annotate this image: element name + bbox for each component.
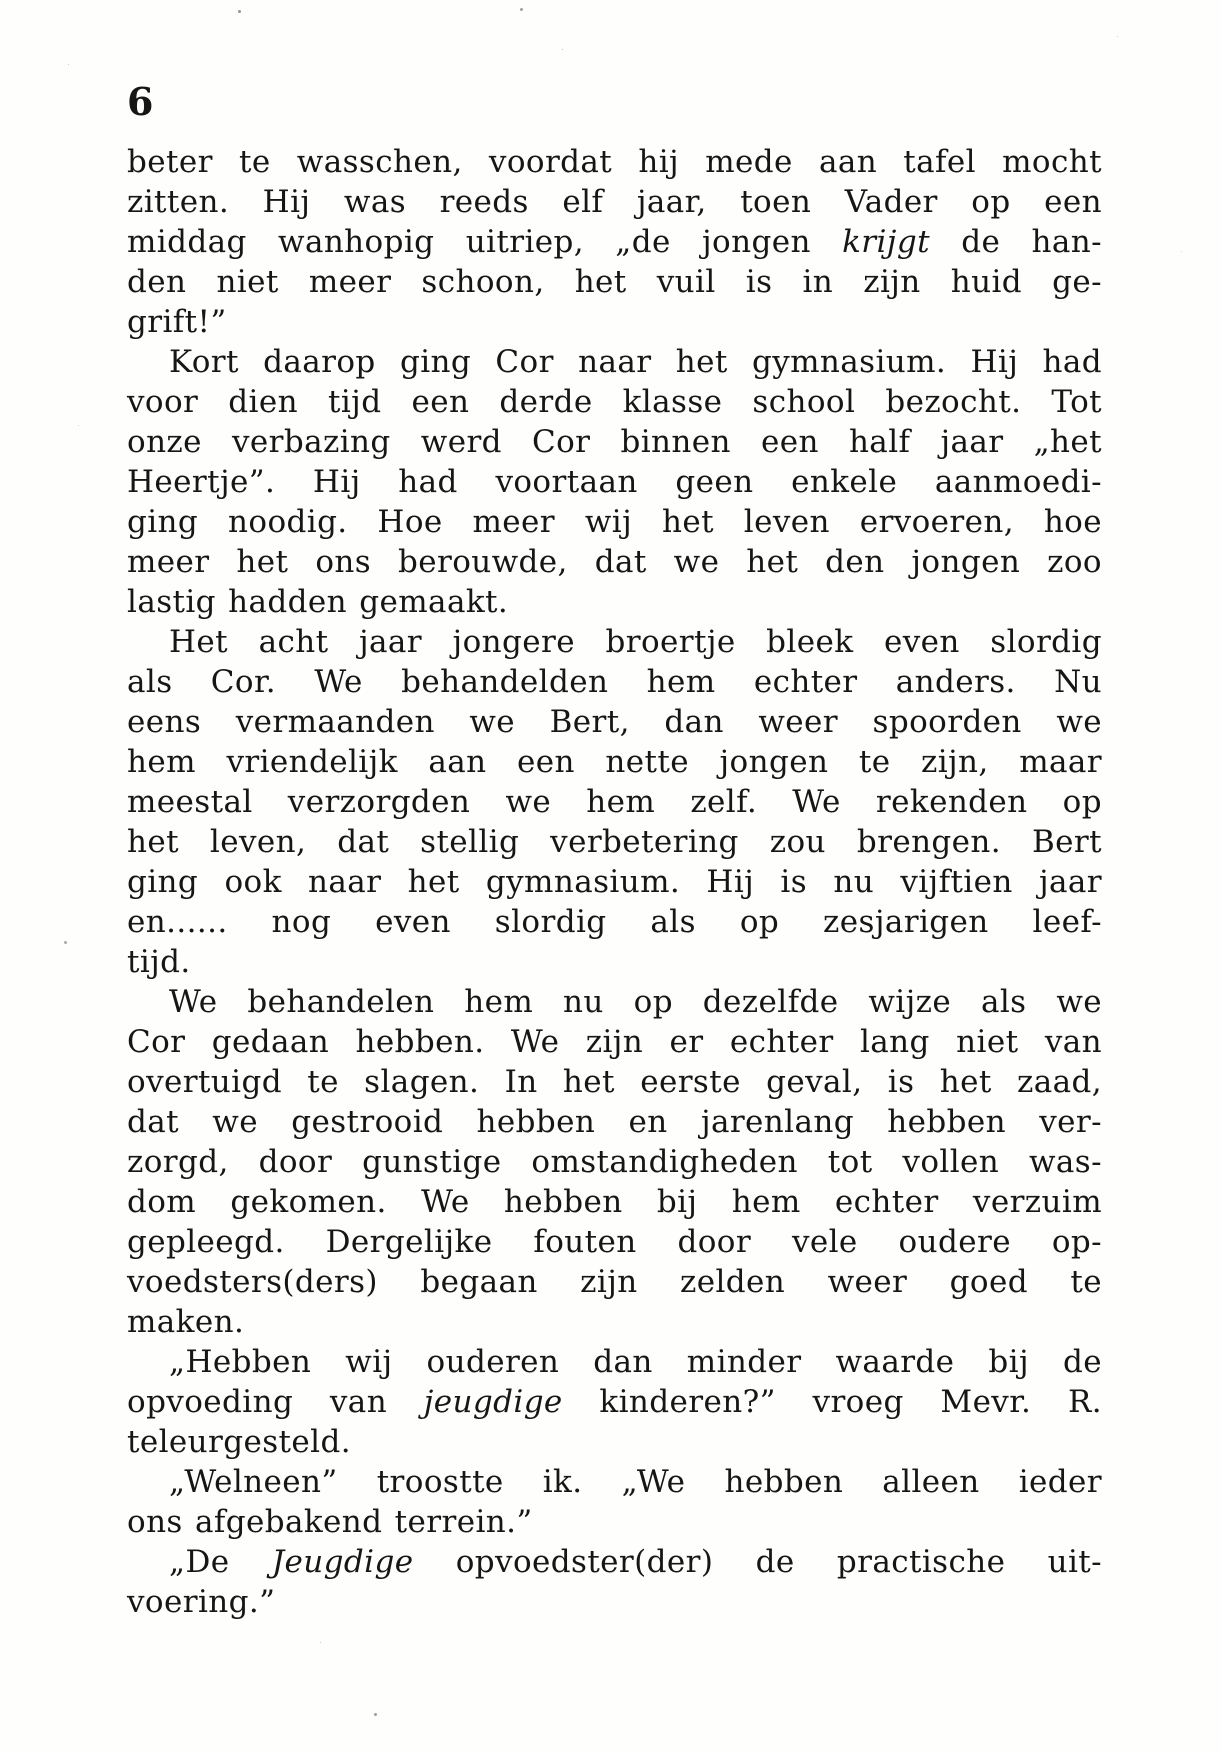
text-line: [127, 582, 1102, 622]
italic-text: Jeugdige: [271, 1544, 414, 1580]
text-segment: middag wanhopig uitriep, „de jongen: [127, 224, 843, 260]
text-line: [127, 1102, 1102, 1142]
text-segment: Cor gedaan hebben. We zijn er echter lang niet van: [127, 1024, 1102, 1060]
text-line: [127, 422, 1102, 462]
text-segment: We behandelen hem nu op dezelfde wijze als we: [169, 984, 1102, 1020]
text-segment: voor dien tijd een derde klasse school bezocht. Tot: [127, 384, 1102, 420]
text-line: [127, 1462, 1102, 1502]
text-segment: teleurgesteld.: [127, 1424, 351, 1460]
text-line: [127, 982, 1102, 1022]
text-segment: ons afgebakend terrein.”: [127, 1504, 533, 1540]
text-line: [127, 782, 1102, 822]
text-line: [127, 502, 1102, 542]
text-line: [127, 382, 1102, 422]
text-line: [127, 542, 1102, 582]
text-segment: Kort daarop ging Cor naar het gymnasium. Hij had: [169, 344, 1102, 380]
text-segment: „Hebben wij ouderen dan minder waarde bij de: [169, 1344, 1102, 1380]
text-line: [127, 142, 1102, 182]
text-segment: de han-: [929, 224, 1102, 260]
text-segment: maken.: [127, 1304, 245, 1340]
text-line: [127, 1502, 1102, 1542]
text-line: [127, 1062, 1102, 1102]
text-segment: den niet meer schoon, het vuil is in zijn huid ge-: [127, 264, 1102, 300]
text-line: [127, 1382, 1102, 1422]
text-line: [127, 182, 1102, 222]
text-block: [127, 142, 1102, 1622]
text-segment: zorgd, door gunstige omstandigheden tot vollen was-: [127, 1144, 1102, 1180]
page-content: [127, 79, 1102, 1622]
text-line: [127, 1422, 1102, 1462]
text-line: [127, 302, 1102, 342]
text-segment: dat we gestrooid hebben en jarenlang hebben ver-: [127, 1104, 1102, 1140]
page-number: 6: [127, 79, 155, 124]
text-line: [127, 1182, 1102, 1222]
text-line: [127, 1262, 1102, 1302]
text-line: [127, 1342, 1102, 1382]
text-segment: ging noodig. Hoe meer wij het leven ervoeren, hoe: [127, 504, 1102, 540]
text-segment: voering.”: [127, 1584, 276, 1620]
italic-text: jeugdige: [423, 1384, 563, 1420]
text-line: [127, 1542, 1102, 1582]
text-line: [127, 742, 1102, 782]
text-segment: „Welneen” troostte ik. „We hebben alleen ieder: [169, 1464, 1102, 1500]
text-segment: kinderen?” vroeg Mevr. R.: [562, 1384, 1102, 1420]
text-segment: en...... nog even slordig als op zesjarigen leef-: [127, 904, 1102, 940]
text-line: [127, 1582, 1102, 1622]
text-line: [127, 942, 1102, 982]
scan-artifact: [238, 10, 241, 13]
text-line: [127, 662, 1102, 702]
text-segment: meestal verzorgden we hem zelf. We rekenden op: [127, 784, 1102, 820]
text-segment: overtuigd te slagen. In het eerste geval, is het zaad,: [127, 1064, 1102, 1100]
text-segment: eens vermaanden we Bert, dan weer spoorden we: [127, 704, 1102, 740]
text-segment: grift!”: [127, 304, 227, 340]
text-line: [127, 262, 1102, 302]
text-segment: opvoedster(der) de practische uit-: [413, 1544, 1102, 1580]
text-segment: Heertje”. Hij had voortaan geen enkele aanmoedi-: [127, 464, 1102, 500]
text-segment: tijd.: [127, 944, 191, 980]
text-segment: opvoeding van: [127, 1384, 424, 1420]
text-segment: „De: [169, 1544, 272, 1580]
text-line: [127, 1142, 1102, 1182]
text-line: [127, 1022, 1102, 1062]
text-segment: als Cor. We behandelden hem echter anders. Nu: [127, 664, 1102, 700]
text-line: [127, 702, 1102, 742]
text-line: [127, 902, 1102, 942]
text-line: [127, 1302, 1102, 1342]
text-line: [127, 622, 1102, 662]
text-segment: voedsters(ders) begaan zijn zelden weer goed te: [127, 1264, 1102, 1300]
text-line: [127, 462, 1102, 502]
text-segment: Het acht jaar jongere broertje bleek even slordig: [169, 624, 1102, 660]
text-segment: onze verbazing werd Cor binnen een half jaar „het: [127, 424, 1102, 460]
italic-text: krijgt: [842, 224, 930, 260]
text-line: [127, 862, 1102, 902]
text-line: [127, 222, 1102, 262]
text-segment: beter te wasschen, voordat hij mede aan tafel mocht: [127, 144, 1102, 180]
text-line: [127, 822, 1102, 862]
text-segment: meer het ons berouwde, dat we het den jongen zoo: [127, 544, 1102, 580]
text-segment: ging ook naar het gymnasium. Hij is nu vijftien jaar: [127, 864, 1102, 900]
text-segment: gepleegd. Dergelijke fouten door vele oudere op-: [127, 1224, 1102, 1260]
text-segment: het leven, dat stellig verbetering zou brengen. Bert: [127, 824, 1102, 860]
text-segment: dom gekomen. We hebben bij hem echter verzuim: [127, 1184, 1102, 1220]
text-line: [127, 342, 1102, 382]
text-segment: lastig hadden gemaakt.: [127, 584, 509, 620]
text-segment: zitten. Hij was reeds elf jaar, toen Vader op een: [127, 184, 1102, 220]
text-line: [127, 1222, 1102, 1262]
text-segment: hem vriendelijk aan een nette jongen te zijn, maar: [127, 744, 1102, 780]
